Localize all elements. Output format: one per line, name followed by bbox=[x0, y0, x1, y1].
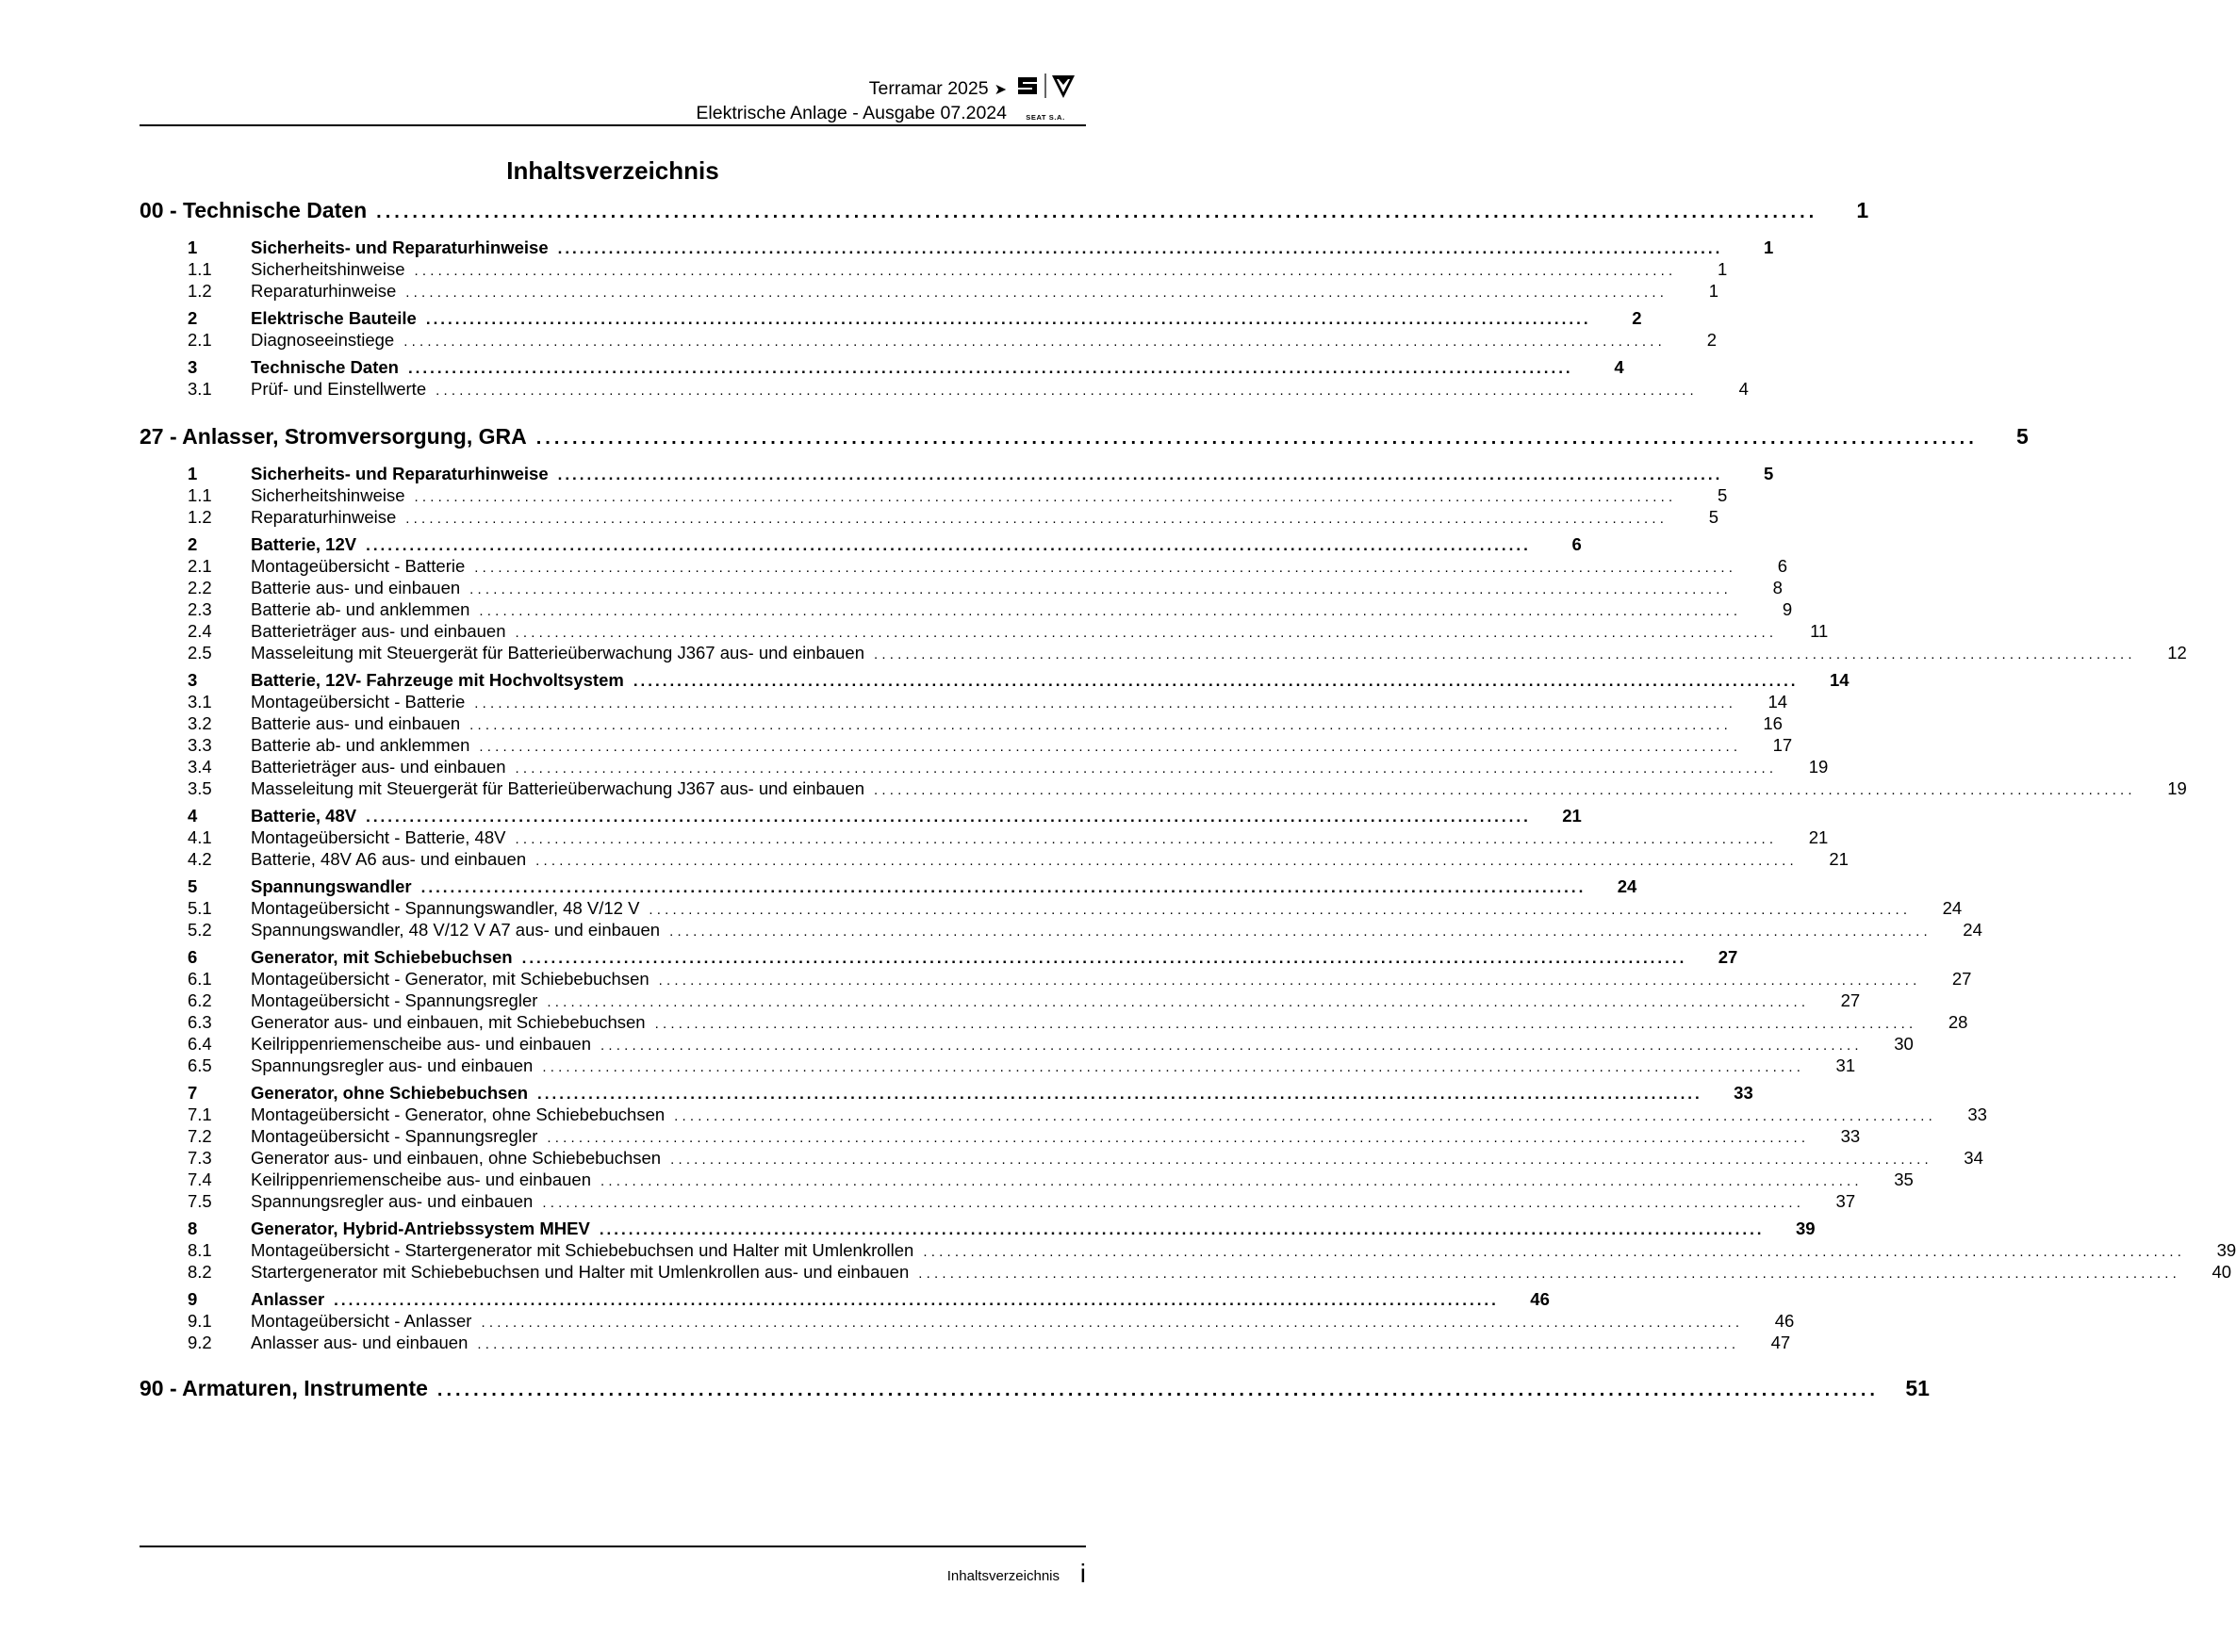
toc-leader-dots: ................................................................................................................................................................ bbox=[515, 831, 1778, 847]
toc-leader-dots: ................................................................................................................................................................ bbox=[515, 625, 1778, 641]
toc-page-number: 34 bbox=[1964, 1148, 1983, 1168]
toc-label: Montageübersicht - Spannungswandler, 48 V/12 V bbox=[251, 898, 640, 918]
toc-number: 3 bbox=[188, 670, 198, 690]
toc-leader-dots: ................................................................................................................................................................ bbox=[600, 1038, 1863, 1054]
toc-row-sub[interactable] bbox=[140, 1240, 2236, 1263]
toc-page-number: 14 bbox=[1829, 670, 1850, 690]
toc-row-sub[interactable] bbox=[140, 969, 1972, 991]
toc-label: Spannungswandler bbox=[251, 876, 412, 896]
toc-leader-dots: ................................................................................................................................................................ bbox=[670, 1152, 1932, 1168]
toc-page-number: 5 bbox=[1764, 464, 1774, 483]
page-footer bbox=[140, 1546, 1086, 1588]
toc-row-sub[interactable] bbox=[140, 692, 1788, 714]
toc-label: Batterie, 12V- Fahrzeuge mit Hochvoltsystem bbox=[251, 670, 624, 690]
toc-row-sec[interactable] bbox=[140, 1083, 1753, 1105]
toc-leader-dots: ................................................................................................................................................................ bbox=[481, 1315, 1744, 1331]
toc-leader-dots: ................................................................................................................................................................ bbox=[633, 672, 1799, 690]
toc-number: 5.1 bbox=[188, 898, 212, 918]
toc-page-number: 46 bbox=[1774, 1311, 1795, 1331]
toc-page-number: 9 bbox=[1782, 599, 1793, 619]
toc-label: Reparaturhinweise bbox=[251, 507, 397, 527]
toc-row-sub[interactable] bbox=[140, 330, 1718, 352]
toc-row-sub[interactable] bbox=[140, 1191, 1856, 1214]
toc-number: 3 bbox=[188, 357, 198, 377]
toc-page-number: 31 bbox=[1835, 1055, 1856, 1075]
toc-leader-dots: ................................................................................................................................................................ bbox=[407, 359, 1573, 377]
toc-number: 6.4 bbox=[188, 1034, 212, 1054]
toc-row-sub[interactable] bbox=[140, 778, 2187, 801]
toc-page-number: 1 bbox=[1764, 237, 1774, 257]
toc-number: 9 bbox=[188, 1289, 198, 1309]
toc-leader-dots: ................................................................................................................................................................ bbox=[414, 263, 1677, 279]
toc-label: Masseleitung mit Steuergerät für Batterieüberwachung J367 aus- und einbauen bbox=[251, 643, 864, 662]
toc-leader-dots: ................................................................................................................................................................ bbox=[414, 489, 1677, 505]
toc-number: 7 bbox=[188, 1083, 198, 1103]
toc-leader-dots: ................................................................................................................................................................ bbox=[420, 878, 1587, 896]
toc-row-sub[interactable] bbox=[140, 1126, 1861, 1149]
toc-label: Batterieträger aus- und einbauen bbox=[251, 757, 506, 777]
toc-number: 7.1 bbox=[188, 1104, 212, 1124]
toc-label: Elektrische Bauteile bbox=[251, 308, 417, 328]
toc-page-number: 5 bbox=[1718, 485, 1728, 505]
toc-page-number: 4 bbox=[1738, 379, 1749, 399]
toc-row-sub[interactable] bbox=[140, 1311, 1795, 1333]
toc-row-chap[interactable] bbox=[140, 1376, 1930, 1406]
toc-row-chap[interactable] bbox=[140, 198, 1869, 228]
toc-number: 6.1 bbox=[188, 969, 212, 989]
toc-page-number: 19 bbox=[2167, 778, 2187, 798]
toc-row-sec[interactable] bbox=[140, 670, 1850, 693]
toc-leader-dots: ................................................................................................................................................................ bbox=[542, 1059, 1805, 1075]
toc-number: 2.3 bbox=[188, 599, 212, 619]
toc-leader-dots: ................................................................................................................................................................ bbox=[600, 1173, 1863, 1189]
toc-row-sub[interactable] bbox=[140, 757, 1829, 779]
toc-row-sec[interactable] bbox=[140, 1289, 1550, 1312]
toc-label: Montageübersicht - Spannungsregler bbox=[251, 990, 538, 1010]
toc-number: 4.1 bbox=[188, 827, 212, 847]
toc-label: Batterie ab- und anklemmen bbox=[251, 735, 470, 755]
toc-leader-dots: ................................................................................................................................................................ bbox=[515, 761, 1778, 777]
toc-leader-dots: ................................................................................................................................................................ bbox=[599, 1220, 1765, 1238]
toc-leader-dots: ................................................................................................................................................................ bbox=[479, 603, 1742, 619]
toc-label: Montageübersicht - Spannungsregler bbox=[251, 1126, 538, 1146]
toc-number: 3.1 bbox=[188, 379, 212, 399]
toc-page-number: 27 bbox=[1951, 969, 1972, 989]
toc-leader-dots: ................................................................................................................................................................ bbox=[557, 466, 1723, 483]
toc-row-sub[interactable] bbox=[140, 621, 1829, 644]
toc-page-number: 33 bbox=[1734, 1083, 1753, 1103]
toc-leader-dots: ................................................................................................................................................................ bbox=[923, 1244, 2186, 1260]
toc-row-sub[interactable] bbox=[140, 1012, 1968, 1035]
toc-number: 2.1 bbox=[188, 556, 212, 576]
toc-row-sub[interactable] bbox=[140, 849, 1849, 872]
toc-leader-dots: ................................................................................................................................................................ bbox=[918, 1266, 2181, 1282]
toc-row-sec[interactable] bbox=[140, 806, 1582, 828]
toc-label: Anlasser aus- und einbauen bbox=[251, 1333, 469, 1352]
seat-logo bbox=[1014, 72, 1077, 122]
toc-row-sub[interactable] bbox=[140, 735, 1793, 758]
toc-row-sub[interactable] bbox=[140, 898, 1963, 921]
toc-page-number: 27 bbox=[1718, 947, 1738, 967]
toc-leader-dots: ................................................................................................................................................................ bbox=[669, 924, 1932, 940]
toc-leader-dots: ................................................................................................................................................................ bbox=[654, 1016, 1917, 1032]
toc-page-number: 27 bbox=[1840, 990, 1861, 1010]
toc-number: 3.3 bbox=[188, 735, 212, 755]
toc-number: 2 bbox=[188, 534, 198, 554]
toc-number: 1 bbox=[188, 464, 198, 483]
toc-leader-dots: ................................................................................................................................................................ bbox=[436, 383, 1698, 399]
toc-row-sec[interactable] bbox=[140, 947, 1738, 970]
toc-row-sub[interactable] bbox=[140, 1104, 1987, 1127]
toc-row-sub[interactable] bbox=[140, 990, 1861, 1013]
toc-number: 1.2 bbox=[188, 507, 212, 527]
toc-page-number: 47 bbox=[1770, 1333, 1791, 1352]
toc-page-number: 2 bbox=[1706, 330, 1718, 350]
toc-leader-dots: ................................................................................................................................................................ bbox=[547, 994, 1810, 1010]
toc-label: Spannungsregler aus- und einbauen bbox=[251, 1055, 534, 1075]
toc-number: 3.1 bbox=[188, 692, 212, 712]
toc-row-sec[interactable] bbox=[140, 464, 1774, 486]
toc-leader-dots: ................................................................................................................................................................ bbox=[366, 808, 1531, 826]
toc-leader-dots: ................................................................................................................................................................ bbox=[874, 782, 2136, 798]
toc-number: 2.2 bbox=[188, 578, 212, 597]
toc-page-number: 6 bbox=[1571, 534, 1582, 554]
toc-label: Generator, Hybrid-Antriebssystem MHEV bbox=[251, 1219, 590, 1238]
toc-label: Generator aus- und einbauen, mit Schiebebuchsen bbox=[251, 1012, 646, 1032]
toc-page-number: 30 bbox=[1894, 1034, 1914, 1054]
toc-page-number: 11 bbox=[1810, 621, 1829, 641]
toc-page-number: 4 bbox=[1614, 357, 1624, 377]
toc-row-sub[interactable] bbox=[140, 643, 2187, 665]
arrow-right-icon: ➤ bbox=[994, 82, 1007, 98]
toc-row-sub[interactable] bbox=[140, 1034, 1914, 1056]
toc-number: 1.1 bbox=[188, 259, 212, 279]
toc-page-number: 39 bbox=[1795, 1219, 1816, 1238]
toc-page-number: 46 bbox=[1530, 1289, 1550, 1309]
toc-leader-dots: ................................................................................................................................................................ bbox=[535, 428, 1978, 449]
toc-leader-dots: ................................................................................................................................................................ bbox=[469, 717, 1732, 733]
toc-leader-dots: ................................................................................................................................................................ bbox=[674, 1108, 1936, 1124]
toc-row-sec[interactable] bbox=[140, 308, 1642, 331]
toc-label: Technische Daten bbox=[251, 357, 399, 377]
toc-number: 1.2 bbox=[188, 281, 212, 301]
toc-number: 6.2 bbox=[188, 990, 212, 1010]
toc-page-number: 24 bbox=[1617, 876, 1637, 896]
toc-number: 7.2 bbox=[188, 1126, 212, 1146]
toc-label: 00 - Technische Daten bbox=[140, 198, 368, 222]
toc-leader-dots: ................................................................................................................................................................ bbox=[535, 853, 1798, 869]
toc-page-number: 21 bbox=[1808, 827, 1829, 847]
toc-row-sub[interactable] bbox=[140, 1333, 1791, 1355]
toc-leader-dots: ................................................................................................................................................................ bbox=[405, 285, 1669, 301]
toc-page-number: 51 bbox=[1905, 1376, 1930, 1400]
toc-number: 9.2 bbox=[188, 1333, 212, 1352]
toc-page-number: 1 bbox=[1718, 259, 1728, 279]
toc-label: Generator, mit Schiebebuchsen bbox=[251, 947, 513, 967]
toc-label: Montageübersicht - Batterie bbox=[251, 692, 466, 712]
toc-page-number: 28 bbox=[1948, 1012, 1968, 1032]
toc-number: 6.3 bbox=[188, 1012, 212, 1032]
toc-number: 7.4 bbox=[188, 1169, 212, 1189]
toc-number: 2.4 bbox=[188, 621, 212, 641]
toc-leader-dots: ................................................................................................................................................................ bbox=[403, 334, 1667, 350]
toc-label: Sicherheitshinweise bbox=[251, 259, 405, 279]
toc-label: Montageübersicht - Batterie, 48V bbox=[251, 827, 506, 847]
toc-number: 8.1 bbox=[188, 1240, 212, 1260]
toc-label: Batterie aus- und einbauen bbox=[251, 713, 461, 733]
toc-label: Masseleitung mit Steuergerät für Batterieüberwachung J367 aus- und einbauen bbox=[251, 778, 864, 798]
toc-leader-dots: ................................................................................................................................................................ bbox=[874, 646, 2136, 662]
toc-page-number: 12 bbox=[2167, 643, 2187, 662]
toc-row-sub[interactable] bbox=[140, 578, 1783, 600]
footer-label: Inhaltsverzeichnis bbox=[946, 1568, 1060, 1584]
toc-row-sub[interactable] bbox=[140, 281, 1719, 303]
toc-page-number: 5 bbox=[1708, 507, 1719, 527]
toc-leader-dots: ................................................................................................................................................................ bbox=[547, 1130, 1810, 1146]
toc-number: 5 bbox=[188, 876, 198, 896]
toc-label: Montageübersicht - Startergenerator mit Schiebebuchsen und Halter mit Umlenkrollen bbox=[251, 1240, 914, 1260]
toc-page-number: 33 bbox=[1967, 1104, 1987, 1124]
toc-label: Generator, ohne Schiebebuchsen bbox=[251, 1083, 529, 1103]
toc-label: Sicherheitshinweise bbox=[251, 485, 405, 505]
toc-leader-dots: ................................................................................................................................................................ bbox=[542, 1195, 1805, 1211]
toc-page-number: 16 bbox=[1763, 713, 1783, 733]
toc-number: 5.2 bbox=[188, 920, 212, 940]
toc-leader-dots: ................................................................................................................................................................ bbox=[376, 202, 1818, 222]
toc-number: 6.5 bbox=[188, 1055, 212, 1075]
toc-page-number: 8 bbox=[1772, 578, 1783, 597]
toc-label: Montageübersicht - Anlasser bbox=[251, 1311, 472, 1331]
header-line-1: Terramar 2025 ➤ bbox=[868, 78, 1007, 99]
toc-label: Sicherheits- und Reparaturhinweise bbox=[251, 464, 549, 483]
toc-row-sub[interactable] bbox=[140, 713, 1783, 736]
page-title: Inhaltsverzeichnis bbox=[506, 156, 719, 185]
toc-row-sub[interactable] bbox=[140, 599, 1793, 622]
toc-label: Batterieträger aus- und einbauen bbox=[251, 621, 506, 641]
toc-number: 2 bbox=[188, 308, 198, 328]
toc-label: Montageübersicht - Generator, mit Schiebebuchsen bbox=[251, 969, 649, 989]
toc-label: 90 - Armaturen, Instrumente bbox=[140, 1376, 428, 1400]
toc-number: 9.1 bbox=[188, 1311, 212, 1331]
toc-page-number: 2 bbox=[1632, 308, 1642, 328]
toc-label: Anlasser bbox=[251, 1289, 325, 1309]
toc-leader-dots: ................................................................................................................................................................ bbox=[479, 739, 1742, 755]
toc-number: 7.3 bbox=[188, 1148, 212, 1168]
toc-label: Batterie, 48V bbox=[251, 806, 357, 826]
toc-label: Generator aus- und einbauen, ohne Schiebebuchsen bbox=[251, 1148, 662, 1168]
toc-page-number: 19 bbox=[1808, 757, 1829, 777]
toc-number: 1 bbox=[188, 237, 198, 257]
toc-row-sub[interactable] bbox=[140, 827, 1829, 850]
toc-label: Keilrippenriemenscheibe aus- und einbauen bbox=[251, 1169, 591, 1189]
toc-label: Montageübersicht - Generator, ohne Schiebebuchsen bbox=[251, 1104, 666, 1124]
toc-row-sub[interactable] bbox=[140, 1169, 1914, 1192]
toc-page-number: 40 bbox=[2211, 1262, 2232, 1282]
toc-row-sub[interactable] bbox=[140, 259, 1728, 282]
toc-row-sub[interactable] bbox=[140, 556, 1788, 579]
toc-page-number: 21 bbox=[1562, 806, 1582, 826]
toc-row-sec[interactable] bbox=[140, 237, 1774, 260]
toc-page-number: 1 bbox=[1856, 198, 1869, 222]
toc-row-sub[interactable] bbox=[140, 920, 1982, 942]
toc-number: 4.2 bbox=[188, 849, 212, 869]
toc-page-number: 33 bbox=[1840, 1126, 1861, 1146]
toc-page-number: 24 bbox=[1963, 920, 1982, 940]
toc-leader-dots: ................................................................................................................................................................ bbox=[474, 560, 1737, 576]
header-line-2: Elektrische Anlage - Ausgabe 07.2024 bbox=[696, 103, 1007, 123]
toc-label: Diagnoseeinstiege bbox=[251, 330, 395, 350]
toc-row-sub[interactable] bbox=[140, 485, 1728, 508]
toc-page-number: 35 bbox=[1894, 1169, 1914, 1189]
toc-number: 7.5 bbox=[188, 1191, 212, 1211]
brand-text: SEAT S.A. bbox=[1026, 113, 1065, 122]
toc-page-number: 39 bbox=[2216, 1240, 2236, 1260]
toc-label: Batterie, 48V A6 aus- und einbauen bbox=[251, 849, 527, 869]
toc-leader-dots: ................................................................................................................................................................ bbox=[658, 973, 1921, 989]
toc-row-sec[interactable] bbox=[140, 1219, 1816, 1241]
toc-leader-dots: ................................................................................................................................................................ bbox=[557, 239, 1723, 257]
toc-leader-dots: ................................................................................................................................................................ bbox=[366, 536, 1531, 554]
toc-leader-dots: ................................................................................................................................................................ bbox=[537, 1085, 1702, 1103]
toc-number: 3.5 bbox=[188, 778, 212, 798]
toc-row-sub[interactable] bbox=[140, 1262, 2232, 1284]
toc-label: Startergenerator mit Schiebebuchsen und Halter mit Umlenkrollen aus- und einbauen bbox=[251, 1262, 910, 1282]
toc-label: Montageübersicht - Batterie bbox=[251, 556, 466, 576]
toc-row-chap[interactable] bbox=[140, 424, 2029, 454]
toc-number: 4 bbox=[188, 806, 198, 826]
toc-page-number: 14 bbox=[1767, 692, 1788, 712]
toc-leader-dots: ................................................................................................................................................................ bbox=[477, 1336, 1740, 1352]
toc-number: 8 bbox=[188, 1219, 198, 1238]
toc-leader-dots: ................................................................................................................................................................ bbox=[405, 511, 1669, 527]
toc-label: Batterie, 12V bbox=[251, 534, 357, 554]
page-header bbox=[140, 68, 1086, 126]
toc-page-number: 6 bbox=[1777, 556, 1788, 576]
toc-number: 2.1 bbox=[188, 330, 212, 350]
toc-leader-dots: ................................................................................................................................................................ bbox=[425, 310, 1591, 328]
toc-row-sub[interactable] bbox=[140, 1055, 1856, 1078]
toc-row-sec[interactable] bbox=[140, 357, 1624, 380]
toc-label: Prüf- und Einstellwerte bbox=[251, 379, 427, 399]
header-text bbox=[696, 77, 1007, 125]
toc-number: 8.2 bbox=[188, 1262, 212, 1282]
toc-leader-dots: ................................................................................................................................................................ bbox=[649, 902, 1912, 918]
toc-page-number: 24 bbox=[1942, 898, 1963, 918]
toc-label: Sicherheits- und Reparaturhinweise bbox=[251, 237, 549, 257]
toc-page-number: 21 bbox=[1829, 849, 1849, 869]
toc-row-sub[interactable] bbox=[140, 507, 1719, 530]
seat-logo-icon bbox=[1014, 72, 1077, 109]
toc-page-number: 1 bbox=[1708, 281, 1719, 301]
toc-row-sub[interactable] bbox=[140, 1148, 1983, 1170]
toc-number: 6 bbox=[188, 947, 198, 967]
toc-page-number: 37 bbox=[1835, 1191, 1856, 1211]
toc-row-sub[interactable] bbox=[140, 379, 1749, 401]
toc-leader-dots: ................................................................................................................................................................ bbox=[521, 949, 1687, 967]
footer-page-number: i bbox=[1079, 1559, 1086, 1588]
toc-label: 27 - Anlasser, Stromversorgung, GRA bbox=[140, 424, 527, 449]
toc-row-sec[interactable] bbox=[140, 876, 1637, 899]
toc-number: 3.4 bbox=[188, 757, 212, 777]
toc-leader-dots: ................................................................................................................................................................ bbox=[436, 1380, 1879, 1400]
toc-label: Keilrippenriemenscheibe aus- und einbauen bbox=[251, 1034, 591, 1054]
toc-leader-dots: ................................................................................................................................................................ bbox=[469, 581, 1732, 597]
toc-leader-dots: ................................................................................................................................................................ bbox=[474, 695, 1737, 712]
toc-label: Reparaturhinweise bbox=[251, 281, 397, 301]
toc-number: 2.5 bbox=[188, 643, 212, 662]
toc-number: 3.2 bbox=[188, 713, 212, 733]
toc-page-number: 17 bbox=[1772, 735, 1793, 755]
toc-row-sec[interactable] bbox=[140, 534, 1582, 557]
toc-label: Spannungswandler, 48 V/12 V A7 aus- und einbauen bbox=[251, 920, 661, 940]
toc-label: Batterie aus- und einbauen bbox=[251, 578, 461, 597]
toc-label: Spannungsregler aus- und einbauen bbox=[251, 1191, 534, 1211]
toc-leader-dots: ................................................................................................................................................................ bbox=[334, 1291, 1499, 1309]
toc-number: 1.1 bbox=[188, 485, 212, 505]
toc-page-number: 5 bbox=[2015, 424, 2029, 449]
toc-label: Batterie ab- und anklemmen bbox=[251, 599, 470, 619]
